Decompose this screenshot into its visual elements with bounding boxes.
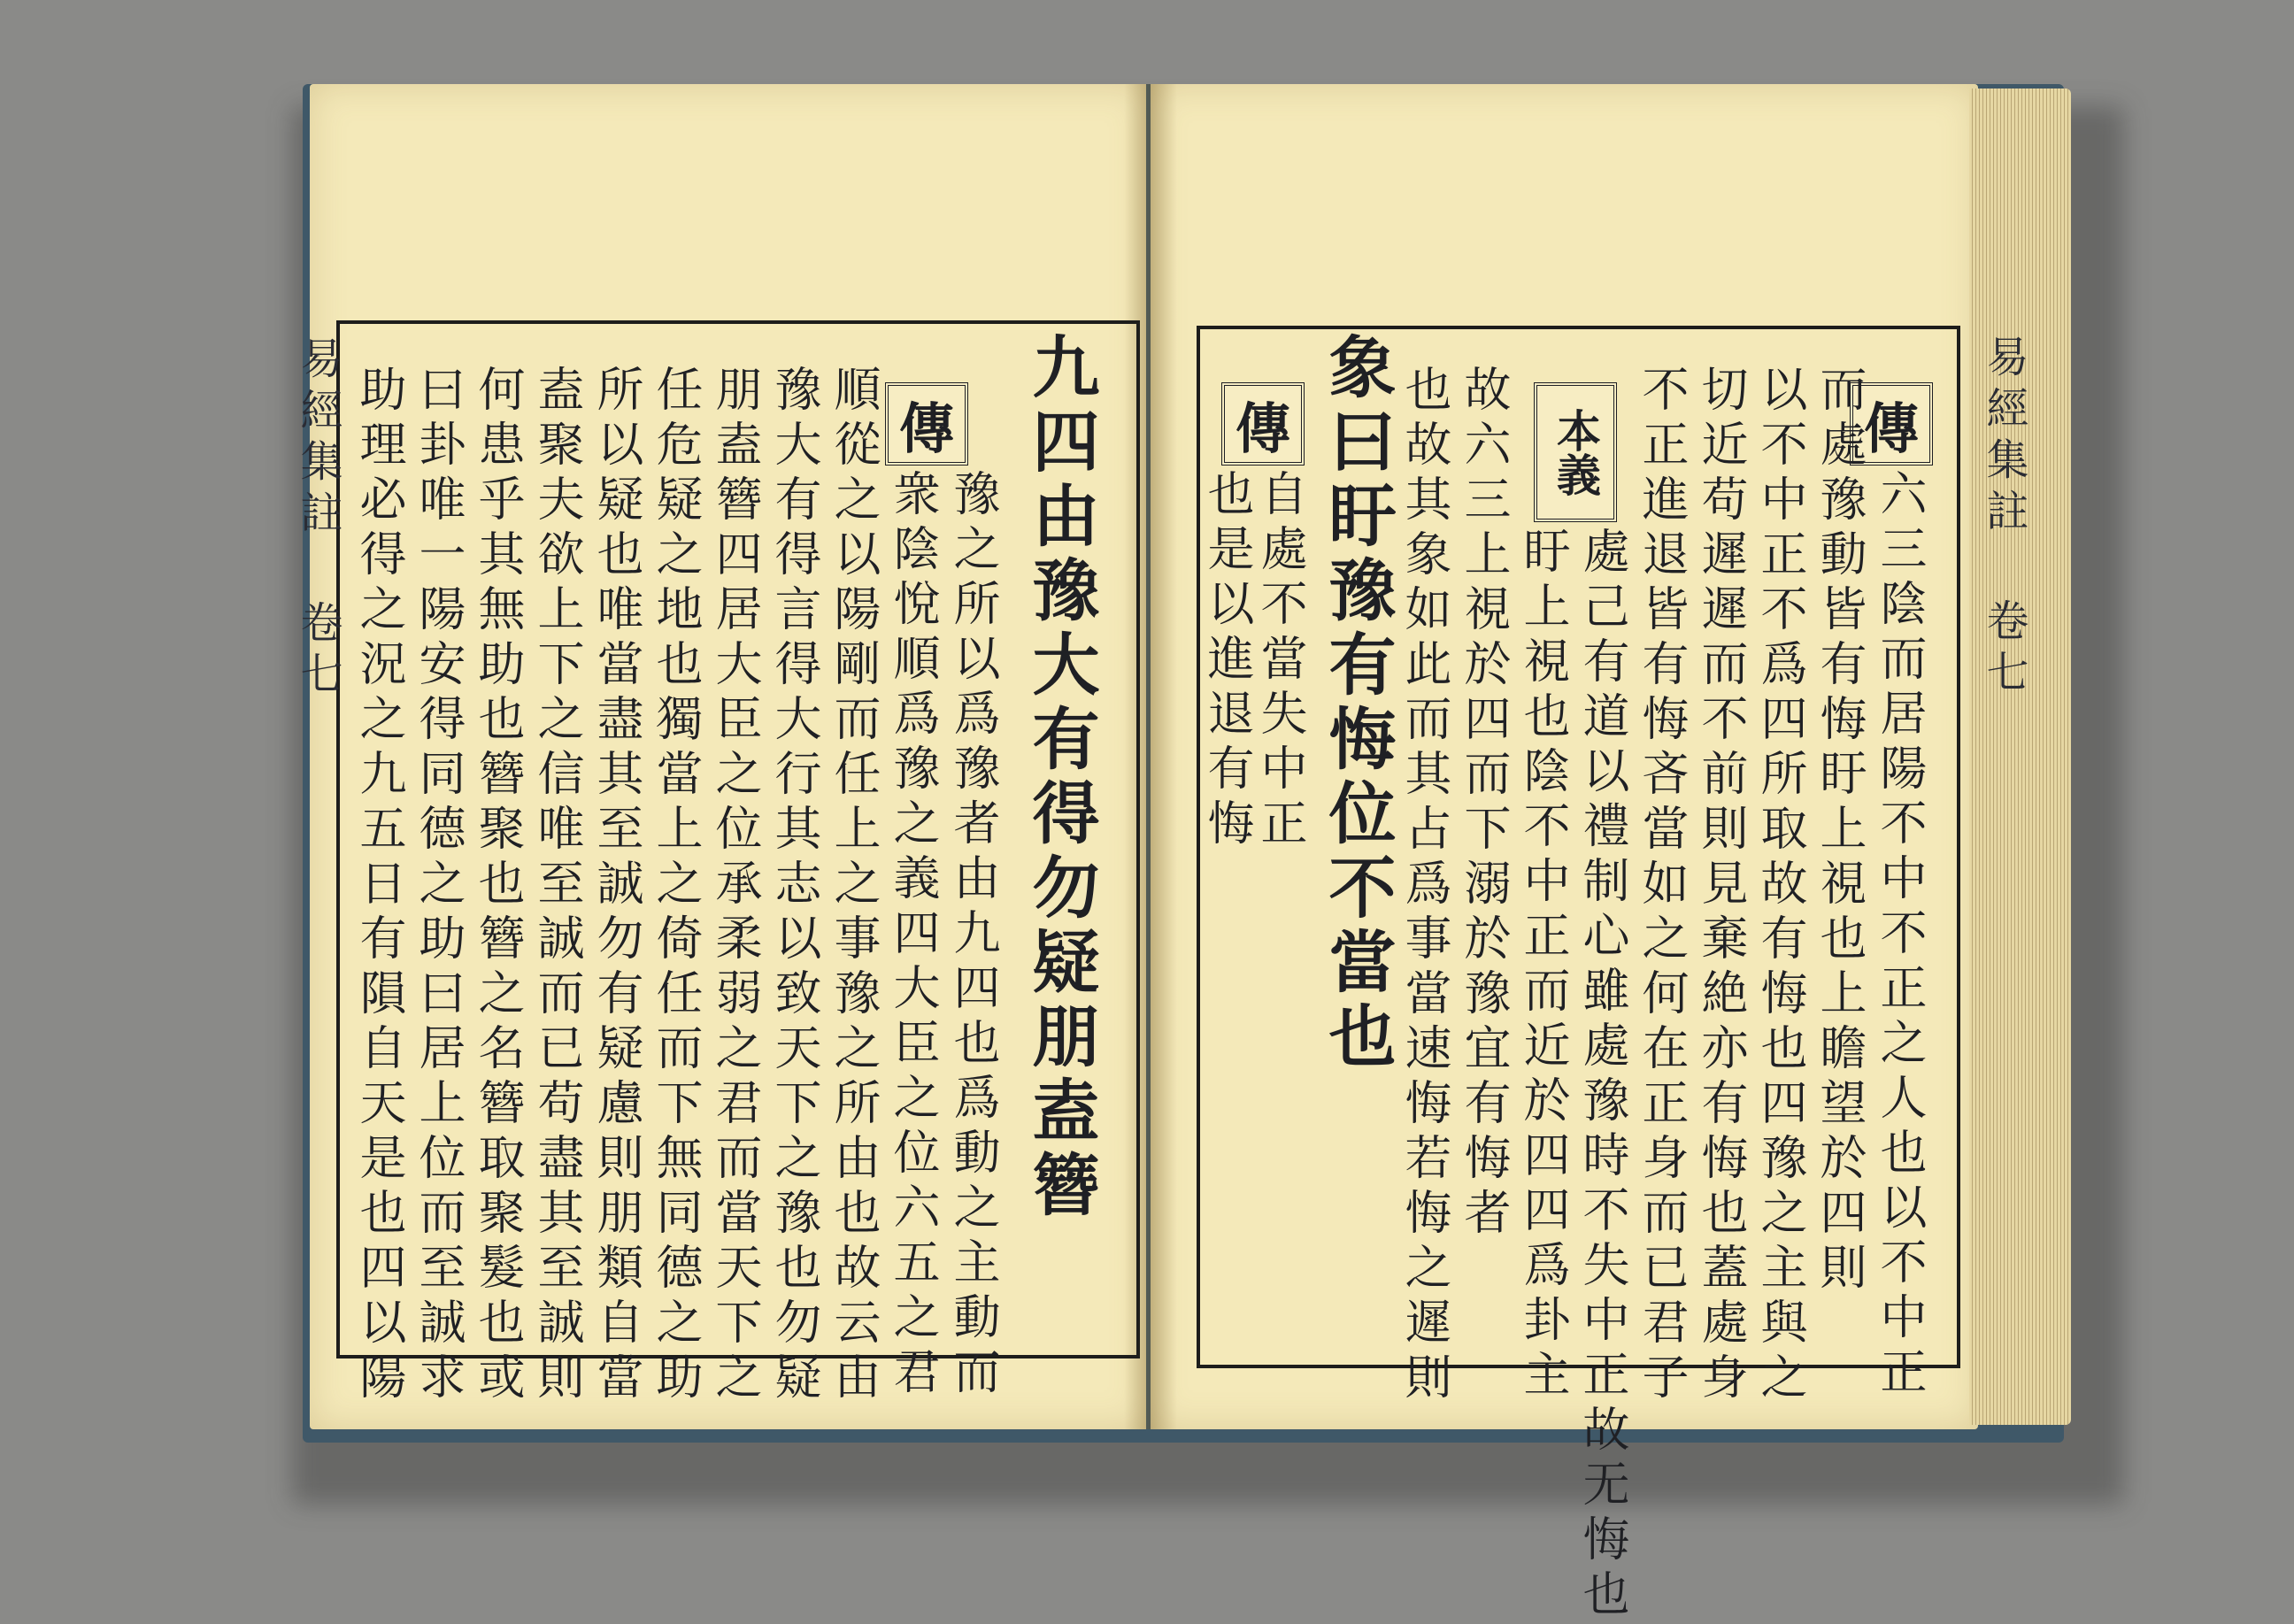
right-col-2: 而處豫動皆有悔盱上視也上瞻望於四則: [1813, 365, 1867, 1297]
benyi-badge: 本義: [1534, 382, 1617, 522]
right-col-8: 故六三上視於四而下溺於豫宜有悔者: [1457, 365, 1511, 1243]
left-col-7: 所以疑也唯當盡其至誠勿有疑慮則朋類自當: [589, 365, 643, 1407]
page-edges: [1969, 89, 2071, 1425]
left-col-2: 衆陰悅順爲豫之義四大臣之位六五之君: [886, 469, 940, 1402]
left-col-1: 豫之所以爲豫者由九四也爲動之主動而: [946, 469, 1000, 1402]
right-col-4: 切近苟遲遲而不前則見棄絶亦有悔也蓋處身: [1694, 365, 1748, 1407]
right-col-5: 不正進退皆有悔吝當如之何在正身而已君子: [1635, 365, 1689, 1407]
left-col-6: 任危疑之地也獨當上之倚任而下無同德之助: [649, 365, 703, 1407]
left-col-8: 盍聚夫欲上下之信唯至誠而已苟盡其至誠則: [530, 365, 584, 1407]
right-col-3: 以不中正不爲四所取故有悔也四豫之主與之: [1753, 365, 1807, 1407]
left-col-4: 豫大有得言得大行其志以致天下之豫也勿疑: [767, 365, 821, 1407]
xiang-col-1: 自處不當失中正: [1253, 469, 1307, 853]
chuan-badge-left: 傳: [885, 382, 968, 466]
left-heading: 九四由豫大有得勿疑朋盍簪: [1021, 332, 1100, 1224]
right-col-1: 六三陰而居陽不中不正之人也以不中正: [1873, 469, 1927, 1402]
xiang-col-2: 也是以進退有悔: [1200, 469, 1254, 853]
right-col-7: 盱上視也陰不中正而近於四四爲卦主: [1516, 527, 1570, 1405]
right-col-9: 也故其象如此而其占爲事當速悔若悔之遲則: [1397, 365, 1451, 1407]
left-col-11: 助理必得之況之九五日有隕自天是也四以陽: [352, 365, 406, 1407]
left-col-10: 曰卦唯一陽安得同德之助曰居上位而至誠求: [412, 365, 466, 1407]
chuan-badge-right: 傳: [1850, 382, 1933, 466]
left-margin-title: 易經集註 卷七: [293, 336, 343, 703]
right-col-6: 處己有道以禮制心雖處豫時不失中正故无悔也: [1575, 527, 1629, 1624]
left-col-3: 順從之以陽剛而任上之事豫之所由也故云由: [827, 365, 881, 1407]
right-margin-title: 易經集註 卷七: [1979, 335, 2028, 701]
chuan-badge-xiang: 傳: [1221, 382, 1305, 466]
left-col-5: 朋盍簪四居大臣之位承柔弱之君而當天下之: [708, 365, 762, 1407]
xiang-heading: 象曰盱豫有悔位不當也: [1318, 332, 1397, 1075]
left-col-9: 何患乎其無助也簪聚也簪之名簪取聚髮也或: [471, 365, 525, 1407]
